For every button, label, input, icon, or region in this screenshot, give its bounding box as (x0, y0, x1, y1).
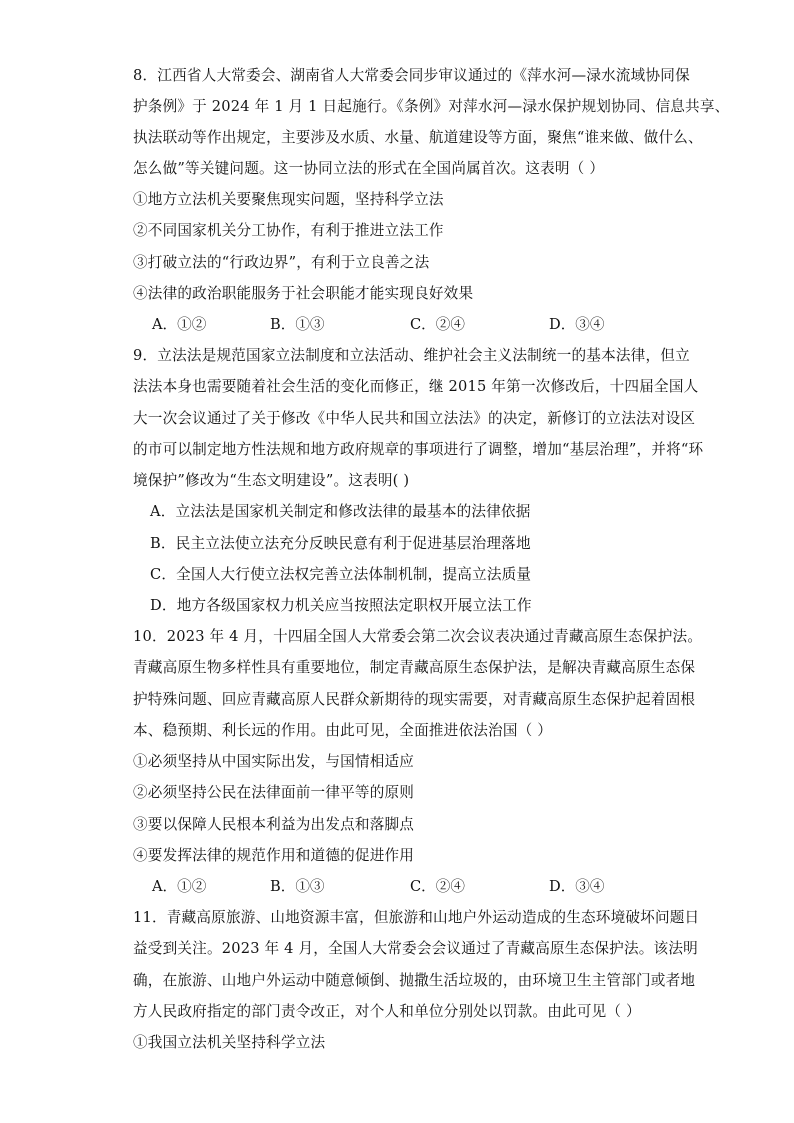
question-9-option-c: C．全国人大行使立法权完善立法体制机制，提高立法质量 (150, 566, 532, 583)
question-11-stem-line: 方人民政府指定的部门责令改正，对个人和单位分别处以罚款。由此可见（ ） (133, 1003, 641, 1020)
choice-b: B．①③ (270, 316, 325, 333)
question-10-statement-4: ④要发挥法律的规范作用和道德的促进作用 (133, 847, 415, 864)
question-9-option-a: A．立法法是国家机关制定和修改法律的最基本的法律依据 (150, 503, 531, 520)
choice-a: A．①② (152, 878, 207, 895)
question-10-statement-1: ①必须坚持从中国实际出发，与国情相适应 (133, 753, 415, 770)
choice-c: C．②④ (410, 316, 465, 333)
question-8-stem-line: 8．江西省人大常委会、湖南省人大常委会同步审议通过的《萍水河—渌水流域协同保 (133, 67, 690, 84)
question-8-statement-1: ①地方立法机关要聚焦现实问题，坚持科学立法 (133, 191, 444, 208)
choice-b: B．①③ (270, 878, 325, 895)
question-11-stem-line: 11．青藏高原旅游、山地资源丰富，但旅游和山地户外运动造成的生态环境破坏问题日 (133, 909, 700, 926)
question-9-stem-line: 的市可以制定地方性法规和地方政府规章的事项进行了调整，增加“基层治理”，并将“环 (133, 441, 704, 458)
question-8-stem-line: 执法联动等作出规定，主要涉及水质、水量、航道建设等方面，聚焦“谁来做、做什么、 (133, 129, 703, 146)
question-11-statement-1: ①我国立法机关坚持科学立法 (133, 1034, 326, 1051)
choice-c: C．②④ (410, 878, 465, 895)
question-8-stem-line: 怎么做”等关键问题。这一协同立法的形式在全国尚属首次。这表明（ ） (133, 160, 605, 177)
question-10-choices (152, 877, 672, 897)
question-10-stem-line: 护特殊问题、回应青藏高原人民群众新期待的现实需要，对青藏高原生态保护起着固根 (133, 691, 696, 708)
question-8-stem-line: 护条例》于 2024 年 1 月 1 日起施行。《条例》对萍水河—渌水保护规划协同、信息共享、 (133, 98, 730, 115)
question-8-statement-3: ③打破立法的“行政边界”，有利于立良善之法 (133, 254, 430, 271)
choice-d: D．③④ (549, 316, 605, 333)
question-10-stem-line: 青藏高原生物多样性具有重要地位，制定青藏高原生态保护法，是解决青藏高原生态保 (133, 659, 696, 676)
question-9-stem-line: 法法本身也需要随着社会生活的变化而修正，继 2015 年第一次修改后，十四届全国人 (133, 378, 699, 395)
question-9-stem-line: 境保护”修改为“生态文明建设”。这表明( ) (133, 472, 410, 489)
question-10-statement-3: ③要以保障人民根本利益为出发点和落脚点 (133, 816, 415, 833)
question-8-choices (152, 315, 672, 335)
choice-a: A．①② (152, 316, 207, 333)
question-9-option-d: D．地方各级国家权力机关应当按照法定职权开展立法工作 (150, 597, 532, 614)
question-9-option-b: B．民主立法使立法充分反映民意有利于促进基层治理落地 (150, 535, 531, 552)
question-9-stem-line: 9．立法法是规范国家立法制度和立法活动、维护社会主义法制统一的基本法律，但立 (133, 347, 690, 364)
question-11-stem-line: 益受到关注。2023 年 4 月，全国人大常委会会议通过了青藏高原生态保护法。该法明 (133, 940, 698, 957)
question-10-stem-line: 本、稳预期、利长远的作用。由此可见，全面推进依法治国（ ） (133, 722, 553, 739)
question-8-statement-4: ④法律的政治职能服务于社会职能才能实现良好效果 (133, 285, 474, 302)
question-10-statement-2: ②必须坚持公民在法律面前一律平等的原则 (133, 784, 415, 801)
question-9-stem-line: 大一次会议通过了关于修改《中华人民共和国立法法》的决定，新修订的立法法对设区 (133, 410, 696, 427)
question-11-stem-line: 确，在旅游、山地户外运动中随意倾倒、抛撒生活垃圾的，由环境卫生主管部门或者地 (133, 972, 696, 989)
question-10-stem-line: 10．2023 年 4 月，十四届全国人大常委会第二次会议表决通过青藏高原生态保护法。 (133, 628, 703, 645)
choice-d: D．③④ (549, 878, 605, 895)
question-8-statement-2: ②不同国家机关分工协作，有利于推进立法工作 (133, 222, 444, 239)
